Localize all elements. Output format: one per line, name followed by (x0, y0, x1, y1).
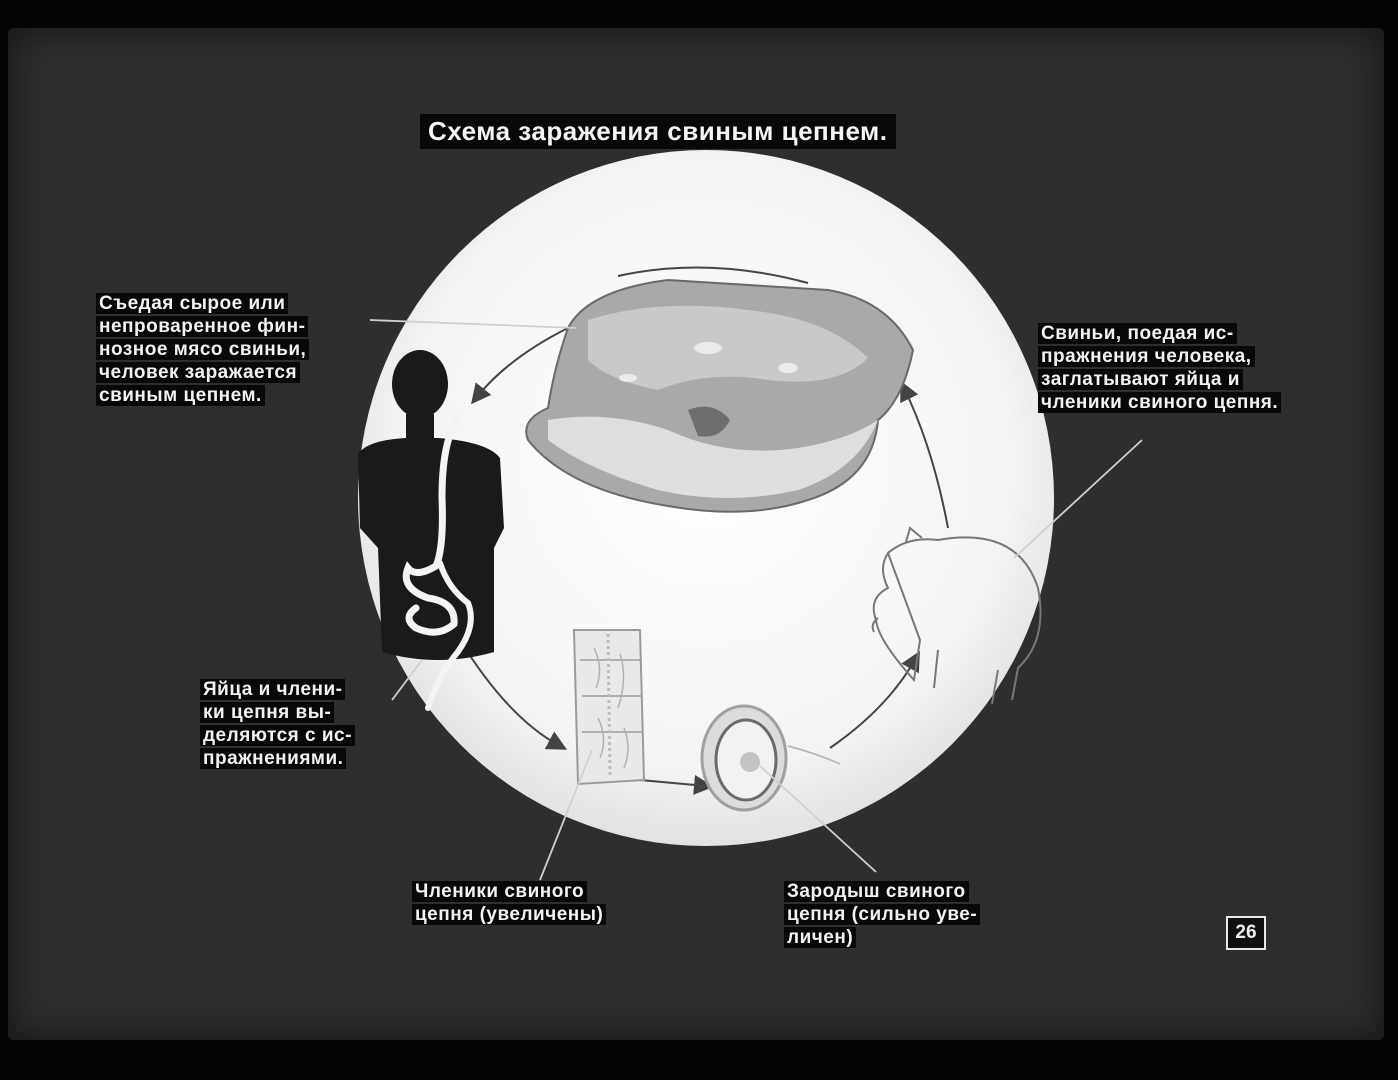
caption-eating-meat-line: человек заражается (96, 362, 300, 383)
caption-eggs-excreted-line: пражнениями. (200, 748, 346, 769)
caption-pigs-eating-line: заглатывают яйца и (1038, 369, 1243, 390)
caption-segments-line: Членики свиного (412, 881, 587, 902)
caption-embryo-line: личен) (784, 927, 856, 948)
tapeworm-segments-illustration (574, 630, 644, 784)
caption-pigs-eating-line: членики свиного цепня. (1038, 392, 1281, 413)
caption-embryo (784, 880, 980, 949)
caption-eggs-excreted-line: Яйца и члени- (200, 679, 345, 700)
page-number: 26 (1226, 916, 1266, 950)
caption-eating-meat-line: непроваренное фин- (96, 316, 308, 337)
caption-eggs-excreted-line: деляются с ис- (200, 725, 355, 746)
caption-eggs-excreted (200, 678, 355, 770)
caption-eating-meat-line: Съедая сырое или (96, 293, 288, 314)
caption-embryo-line: цепня (сильно уве- (784, 904, 980, 925)
caption-pigs-eating-line: Свиньи, поедая ис- (1038, 323, 1237, 344)
caption-eating-meat (96, 292, 309, 407)
caption-eating-meat-line: нозное мясо свиньи, (96, 339, 309, 360)
diagram-title: Схема заражения свиным цепнем. (420, 114, 896, 149)
life-cycle-diagram (8, 28, 1384, 1040)
caption-segments (412, 880, 606, 926)
caption-segments-line: цепня (увеличены) (412, 904, 606, 925)
caption-embryo-line: Зародыш свиного (784, 881, 969, 902)
caption-pigs-eating (1038, 322, 1281, 414)
caption-eggs-excreted-line: ки цепня вы- (200, 702, 334, 723)
caption-eating-meat-line: свиным цепнем. (96, 385, 265, 406)
slide-frame (8, 28, 1384, 1040)
caption-pigs-eating-line: пражнения человека, (1038, 346, 1255, 367)
